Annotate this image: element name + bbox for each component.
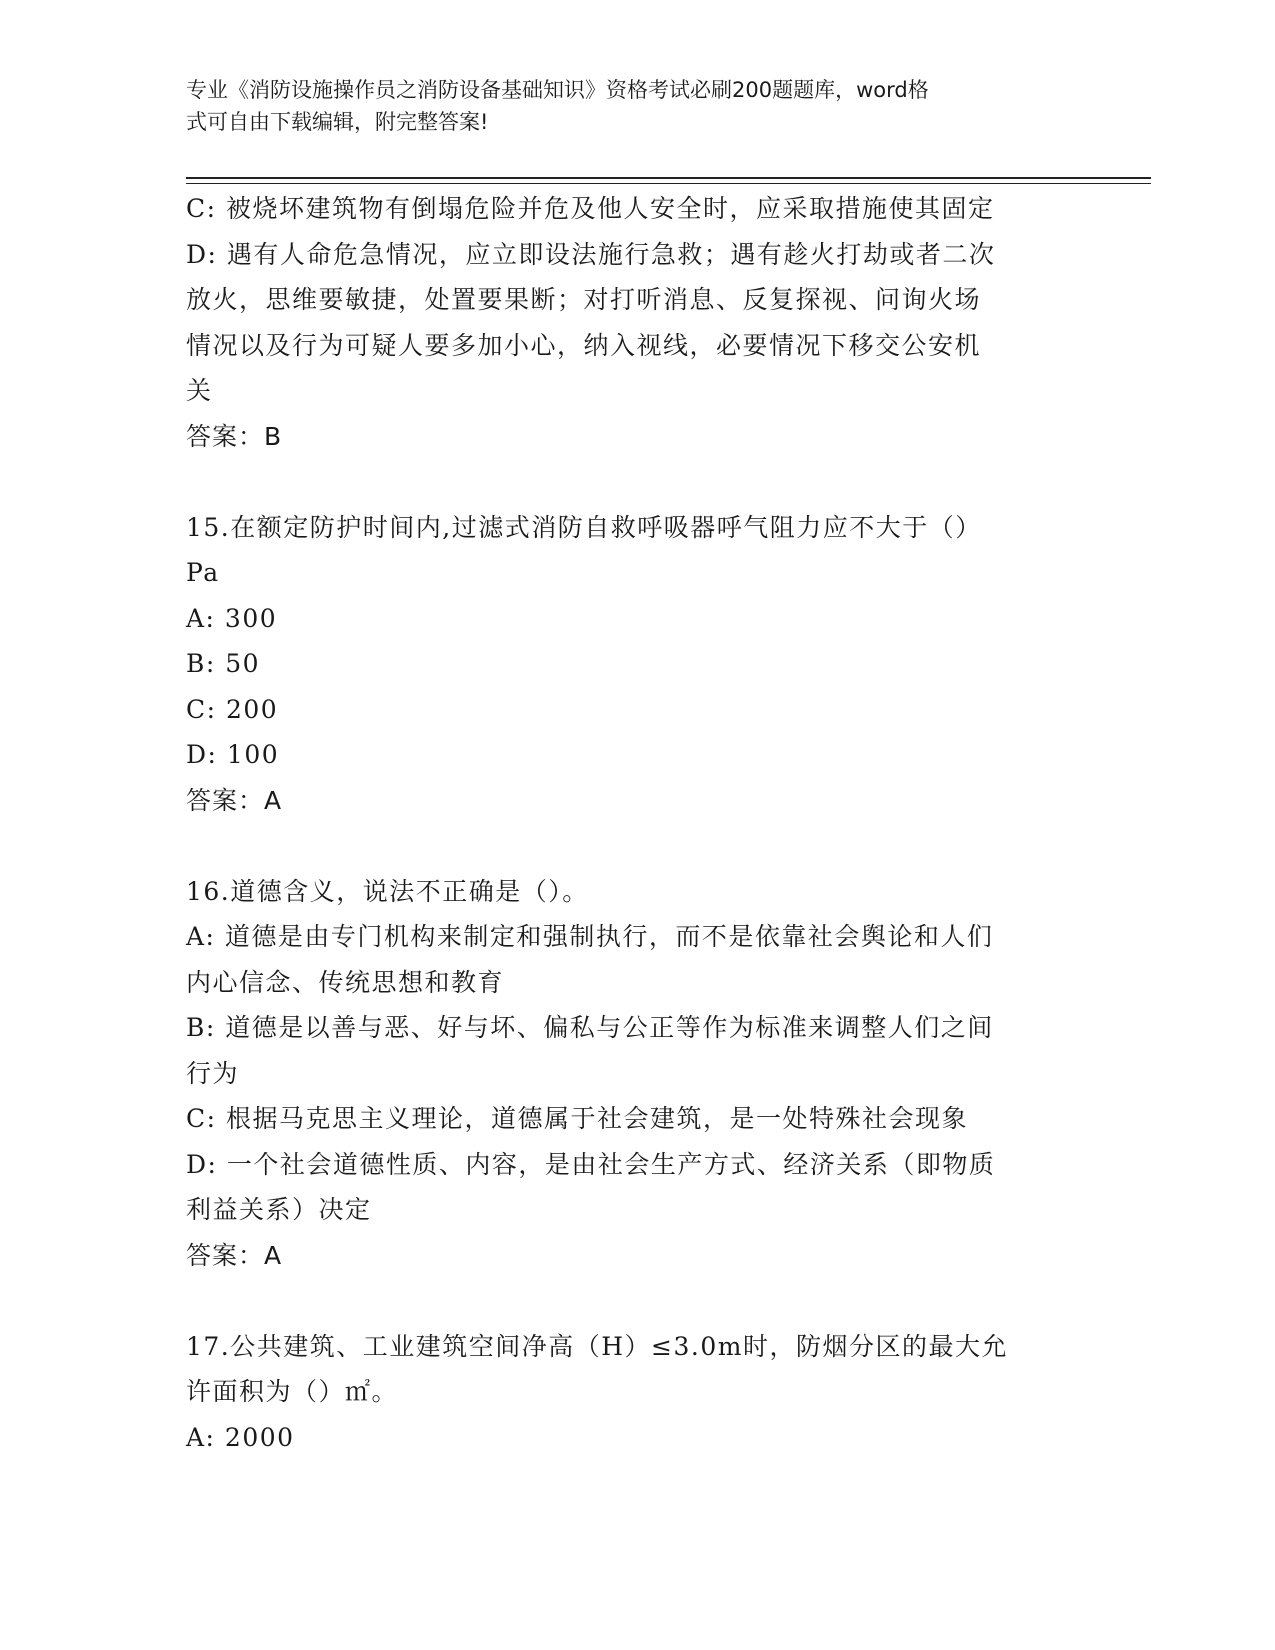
q14-answer: 答案：B xyxy=(186,421,283,451)
question-content xyxy=(186,186,1086,1460)
q16-option-d-line-1: D: 一个社会道德性质、内容，是由社会生产方式、经济关系（即物质 xyxy=(186,1149,996,1179)
q14-option-c: C: 被烧坏建筑物有倒塌危险并危及他人安全时，应采取措施使其固定 xyxy=(186,194,995,223)
q15-answer: 答案：A xyxy=(186,785,283,815)
question-15 xyxy=(186,505,1086,824)
q14-option-d-line-3: 情况以及行为可疑人要多加小心，纳入视线，必要情况下移交公安机 xyxy=(186,330,982,360)
q14-option-d-line-2: 放火，思维要敏捷，处置要果断；对打听消息、反复探视、问询火场 xyxy=(186,285,982,314)
q15-option-c: C: 200 xyxy=(186,694,279,724)
q16-option-b-line-2: 行为 xyxy=(186,1058,240,1088)
question-17 xyxy=(186,1324,1086,1461)
question-16 xyxy=(186,869,1086,1279)
header-divider-thin xyxy=(186,183,1151,184)
q17-stem-line-1: 17.公共建筑、工业建筑空间净高（H）≤3.0m时，防烟分区的最大允 xyxy=(186,1331,1008,1361)
q14-option-d-line-1: D: 遇有人命危急情况，应立即设法施行急救；遇有趁火打劫或者二次 xyxy=(186,239,996,269)
question-14-tail xyxy=(186,186,1086,459)
header-title-line-2: 式可自由下载编辑，附完整答案! xyxy=(186,110,489,134)
q15-stem-line-2: Pa xyxy=(186,558,220,587)
q16-option-a-line-2: 内心信念、传统思想和教育 xyxy=(186,967,505,997)
spacer xyxy=(186,459,1086,505)
spacer xyxy=(186,1278,1086,1324)
q17-option-a: A: 2000 xyxy=(186,1422,295,1452)
q16-option-d-line-2: 利益关系）决定 xyxy=(186,1195,372,1224)
q15-option-b: B: 50 xyxy=(186,649,261,678)
q15-stem-line-1: 15.在额定防护时间内,过滤式消防自救呼吸器呼气阻力应不大于（） xyxy=(186,512,982,542)
header-title-line-1: 专业《消防设施操作员之消防设备基础知识》资格考试必刷200题题库，word格 xyxy=(186,78,929,102)
q16-option-c: C: 根据马克思主义理论，道德属于社会建筑，是一处特殊社会现象 xyxy=(186,1104,969,1133)
q17-stem-line-2: 许面积为（）㎡。 xyxy=(186,1377,399,1406)
page-header xyxy=(186,74,1066,138)
q16-option-a-line-1: A: 道德是由专门机构来制定和强制执行，而不是依靠社会舆论和人们 xyxy=(186,922,994,951)
q16-option-b-line-1: B: 道德是以善与恶、好与坏、偏私与公正等作为标准来调整人们之间 xyxy=(186,1013,994,1042)
q15-option-a: A: 300 xyxy=(186,603,278,633)
header-divider-thick xyxy=(186,177,1151,179)
q14-option-d-line-4: 关 xyxy=(186,376,213,405)
spacer xyxy=(186,823,1086,869)
q16-answer: 答案：A xyxy=(186,1240,283,1270)
q16-stem: 16.道德含义，说法不正确是（）。 xyxy=(186,876,589,906)
q15-option-d: D: 100 xyxy=(186,740,280,769)
